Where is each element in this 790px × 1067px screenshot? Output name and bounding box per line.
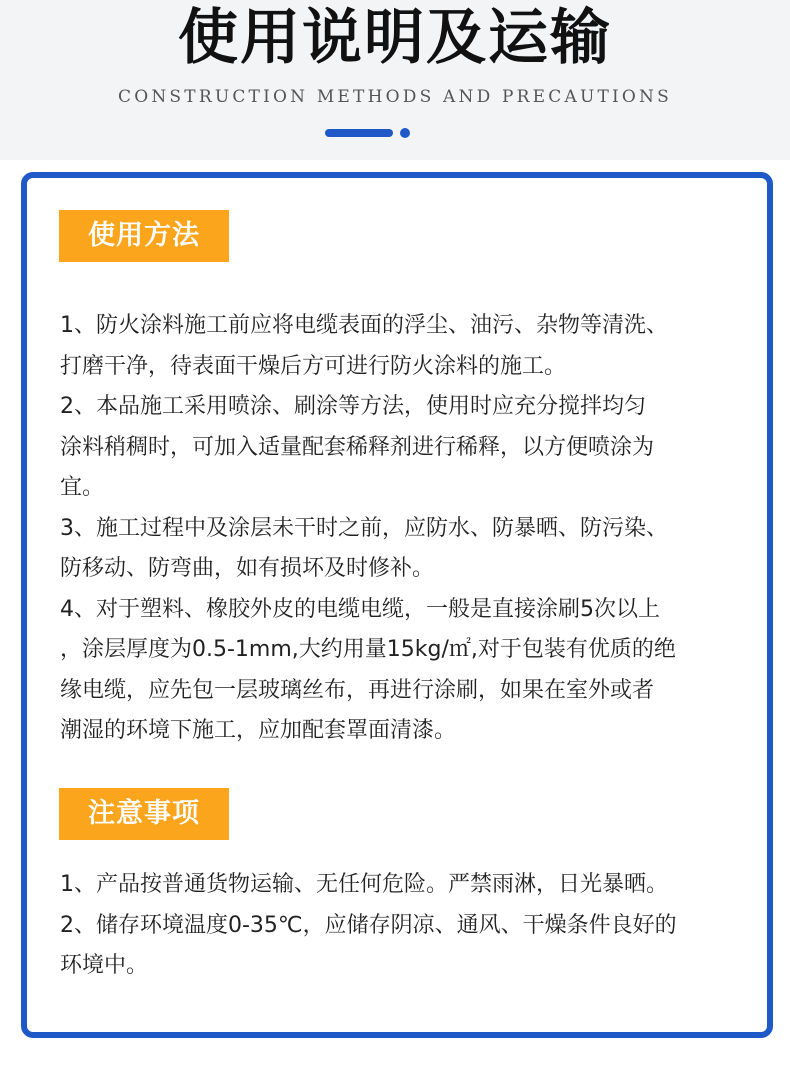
usage-line: 4、对于塑料、橡胶外皮的电缆电缆，一般是直接涂刷5次以上 bbox=[60, 596, 660, 622]
notes-line: 环境中。 bbox=[60, 953, 149, 978]
decorative-bar bbox=[325, 129, 393, 137]
page-title: 使用说明及运输 bbox=[178, 3, 612, 73]
notes-line: 1、产品按普通货物运输、无任何危险。严禁雨淋，日光暴晒。 bbox=[60, 872, 668, 897]
usage-line: 缘电缆，应先包一层玻璃丝布，再进行涂刷，如果在室外或者 bbox=[60, 677, 655, 703]
notes-section-label: 注意事项 bbox=[59, 788, 229, 840]
usage-line: 3、施工过程中及涂层未干时之前，应防水、防暴晒、防污染、 bbox=[60, 515, 668, 541]
usage-line: 防移动、防弯曲，如有损坏及时修补。 bbox=[60, 556, 435, 581]
precautions-list bbox=[60, 865, 750, 987]
decorative-dot bbox=[400, 128, 410, 138]
usage-section-label: 使用方法 bbox=[59, 210, 229, 262]
usage-line: ，涂层厚度为0.5-1mm,大约用量15kg/㎡,对于包装有优质的绝 bbox=[60, 637, 676, 662]
page-subtitle: CONSTRUCTION METHODS AND PRECAUTIONS bbox=[118, 87, 672, 107]
usage-line: 涂料稍稠时，可加入适量配套稀释剂进行稀释，以方便喷涂为 bbox=[60, 434, 655, 460]
usage-line: 潮湿的环境下施工，应加配套罩面清漆。 bbox=[60, 718, 457, 743]
usage-line: 宜。 bbox=[60, 475, 105, 500]
usage-line: 打磨干净，待表面干燥后方可进行防火涂料的施工。 bbox=[60, 353, 567, 379]
usage-instructions bbox=[60, 306, 750, 752]
notes-line: 2、储存环境温度0-35℃，应储存阴凉、通风、干燥条件良好的 bbox=[60, 912, 677, 938]
header bbox=[0, 0, 790, 160]
usage-line: 2、本品施工采用喷涂、刷涂等方法，使用时应充分搅拌均匀 bbox=[60, 394, 646, 419]
usage-line: 1、防火涂料施工前应将电缆表面的浮尘、油污、杂物等清洗、 bbox=[60, 313, 668, 338]
